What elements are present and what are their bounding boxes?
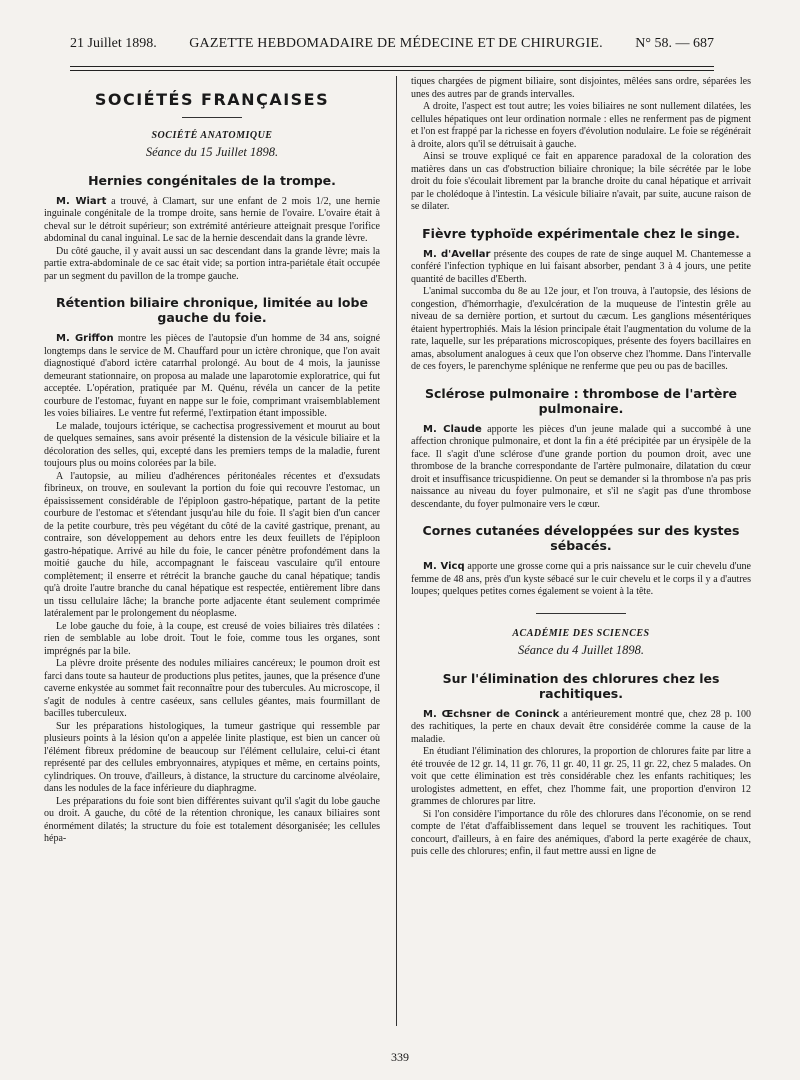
article-paragraph: M. Vicq apporte une grosse corne qui a pris naissance sur le cuir chevelu d'une femme de 48 ans, près d'un kyste sébacé sur le cuir chevelu et le corps il y a d'autres loupes; quelques petites cornes également se voient à la tête. (411, 561, 751, 597)
author-name: M. Vicq (423, 561, 465, 572)
article-title-sclerose: Sclérose pulmonaire : thrombose de l'artère pulmonaire. (425, 385, 737, 416)
seance-date: Séance du 15 Juillet 1898. (145, 145, 279, 159)
article-paragraph: M. Claude apporte les pièces d'un jeune malade qui a succombé à une affection chronique pulmonaire, et dont la fin a été précipitée par un érysipèle de la face. Il s'agit d'une sclérose d'une grande portion du poumon droit, avec une thrombose de la branche correspondante de l'artère pulmonaire, dilatation du cœur droit et insuffisance tricuspidienne. On peut se demander si la thrombose n'a pas pris naissance au niveau du foyer pulmonaire, et s'il ne s'agit pas d'une thrombose descendante, du foyer pulmonaire vers le cœur. (411, 423, 751, 510)
article-paragraph: Si l'on considère l'importance du rôle des chlorures dans l'économie, on se rend compte de l'état d'affaiblissement dans lequel se trouvent les rachitiques. Tout concourt, d'ailleurs, à en faire des anémiques, d'abord la perte exagérée de chaux, puis celle des chlorures; enfin, il faut mettre aussi en ligne de (411, 808, 751, 857)
article-paragraph: Les préparations du foie sont bien différentes suivant qu'il s'agit du lobe gauche ou droit. A gauche, du côté de la rétention chronique, les canaux biliaires sont énormément dilatés; la structure du foie est totalement désorganisée; les cellules hépa- (44, 795, 380, 844)
article-paragraph: Le lobe gauche du foie, à la coupe, est creusé de voies biliaires très dilatées : rien de semblable au lobe droit. Tout le foie, comme tous les organes, sont imprégnés par la bile. (44, 620, 380, 657)
section-separator (536, 613, 626, 614)
article-paragraph: L'animal succomba du 8e au 12e jour, et l'on trouva, à l'autopsie, des lésions de congestion, d'hémorrhagie, d'exulcération de la muqueuse de l'intestin grêle au niveau de sa dernière portion, et surtout du cæcum. Les ganglions mésentériques étaient hypertrophiés. Mais la lésion principale était l'augmentation du volume de la rate, laquelle, sur les préparations microscopiques, présente des foyers bacillaires en amas, absolument analogues à ceux que l'on observe chez l'homme. Dans l'intervalle de ces foyers, le parenchyme splénique ne renferme que peu ou pas de bacilles. (411, 286, 751, 372)
header-date: 21 Juillet 1898. (70, 36, 157, 51)
header-rule-bottom (70, 70, 714, 71)
author-name: M. Griffon (56, 333, 114, 344)
article-paragraph: Du côté gauche, il y avait aussi un sac descendant dans la grande lèvre; mais la partie extra-abdominale de ce sac était vide; sa portion intra-pariétale était occupée par un segment du pavillon de la trompe gauche. (44, 245, 380, 282)
article-title-retention: Rétention biliaire chronique, limitée au lobe gauche du foie. (56, 295, 368, 325)
header-issue-page: N° 58. — 687 (635, 36, 714, 51)
left-column (44, 76, 380, 1036)
section-title: SOCIÉTÉS FRANÇAISES (94, 90, 330, 109)
header-journal-title: GAZETTE HEBDOMADAIRE DE MÉDECINE ET DE CHIRURGIE. (189, 36, 603, 51)
author-name: M. Œchsner de Coninck (423, 708, 560, 720)
article-paragraph: A droite, l'aspect est tout autre; les voies biliaires ne sont nullement dilatées, les cellules hépatiques ont leur ordination normale : elles ne renferment pas de pigment et l'on est frappé par la richesse en foyers d'évolution nodulaire. Le foie se régénérait à droite, alors qu'il se détruisait à gauche. (411, 101, 751, 150)
section-rule (182, 117, 242, 118)
article-paragraph: Le malade, toujours ictérique, se cachectisa progressivement et mourut au bout de quelques semaines, sans avoir présenté la distension de la vésicule biliaire et la décoloration des selles, qui, excepté dans les premiers temps de la maladie, furent toujours plus ou moins colorées par la bile. (44, 420, 380, 469)
author-name: M. Claude (423, 423, 482, 435)
header-rule-top (70, 66, 714, 67)
article-paragraph: M. Wiart a trouvé, à Clamart, sur une enfant de 2 mois 1/2, une hernie inguinale congénitale de la trompe droite, sans hernie de l'ovaire. L'ovaire était à cheval sur le détroit supérieur; son extrémité antérieure atteignait presque l'orifice abdominal du canal inguinal. Le sac de la hernie descendait dans la grande lèvre. (44, 195, 380, 244)
seance-date: Séance du 4 Juillet 1898. (517, 643, 644, 657)
article-paragraph: En étudiant l'élimination des chlorures, la proportion de chlorures faite par litre a été trouvée de 12 gr. 14, 11 gr. 76, 11 gr. 40, 11 gr. 25, 11 gr. 22, chez 5 malades. On voit que cette élimination est très considérable chez les enfants rachitiques; les urologistes admettent, en effet, chez l'homme fait, une proportion d'environ 12 grammes de chlorures par litre. (411, 746, 751, 807)
article-paragraph: tiques chargées de pigment biliaire, sont disjointes, mêlées sans ordre, séparées les unes des autres par de grands intervalles. (411, 76, 751, 100)
running-header (70, 36, 714, 56)
column-divider (396, 76, 397, 1026)
article-paragraph: Sur les préparations histologiques, la tumeur gastrique qui ressemble par plusieurs points à la lésion qu'on a appelée linite plastique, est bien un cancer où l'élément fibreux prédomine de beaucoup sur l'élément cellulaire, celui-ci étant représenté par des cellules embryonnaires, atypiques et même, en certains points, cylindriques. On trouve, d'ailleurs, à distance, la structure du carcinome alvéolaire, dans les nodules de la face inférieure du diaphragme. (44, 720, 380, 794)
right-column (411, 76, 751, 1036)
article-paragraph: M. Griffon montre les pièces de l'autopsie d'un homme de 34 ans, soigné longtemps dans le service de M. Chauffard pour un ictère chronique, que l'on avait diagnostiqué d'abord ictère catarrhal prolongé. Au bout de 4 mois, la jaunisse demeurant stationnaire, on proposa au malade une laparotomie exploratrice, qui fut acceptée. L'opération, pratiquée par M. Quénu, révéla un cancer de la petite courbure de l'estomac, fuyant en nappe sur le foie, comprimant vraisemblablement les voies biliaires. Le ventre fut refermé, l'extirpation étant impossible. (44, 333, 380, 419)
author-name: M. d'Avellar (423, 248, 491, 260)
article-paragraph: M. Œchsner de Coninck a antérieurement montré que, chez 28 p. 100 des rachitiques, la perte en chaux devait être considérée comme la cause de la maladie. (411, 708, 751, 745)
article-paragraph: La plèvre droite présente des nodules miliaires cancéreux; le poumon droit est farci dans toute sa hauteur de productions plus petites, jaunes, que la présence d'une caverne enkystée au sommet fait reconnaître pour des tubercules. Au microscope, il s'agit de nodules à centre caséeux, sans cellules géantes, mais fourmillant de bacilles tuberculeux. (44, 658, 380, 719)
article-title-hernies: Hernies congénitales de la trompe. (88, 172, 336, 188)
society-name: ACADÉMIE DES SCIENCES (512, 627, 650, 639)
author-name: M. Wiart (56, 195, 107, 207)
article-title-fievre: Fièvre typhoïde expérimentale chez le singe. (422, 225, 740, 241)
article-title-cornes: Cornes cutanées développées sur des kystes sébacés. (422, 523, 740, 553)
society-name: SOCIÉTÉ ANATOMIQUE (151, 129, 273, 141)
article-title-chlorures: Sur l'élimination des chlorures chez les rachitiques. (442, 670, 720, 701)
article-paragraph: Ainsi se trouve expliqué ce fait en apparence paradoxal de la coloration des matières dans un cas d'obstruction biliaire chronique; la bile sécrétée par le lobe droit du foie s'écoulait librement par la branche droite du canal hépatique et arrivait par le cholédoque à l'intestin. La vésicule biliaire n'avait, par suite, aucune raison de se dilater. (411, 151, 751, 212)
article-paragraph: M. d'Avellar présente des coupes de rate de singe auquel M. Chantemesse a conféré l'infection typhique en lui faisant absorber, pendant 3 à 4 jours, une petite quantité de bacilles d'Eberth. (411, 248, 751, 285)
article-paragraph: A l'autopsie, au milieu d'adhérences péritonéales récentes et d'exsudats fibrineux, on trouve, en soulevant la portion du foie qui recouvre l'estomac, un épaississement considérable de l'épiploon gastro-hépatique, partant de la petite courbure de l'estomac et s'étendant jusqu'au hile du foie. Il s'agit bien d'un cancer de la petite courbure, très peu végétant du côté de la cavité gastrique, prenant, au contraire, son développement au dehors entre les deux feuillets de l'épiploon gastro-hépatique. Arrivé au hile du foie, le cancer pénètre profondément dans la moitié gauche du hile, accompagnant le faisceau vasculaire qu'il entoure complètement; il enserre et rétrécit la branche gauche du canal hépatique; tandis qu'à droite l'autre branche du canal hépatique est respectée, entièrement libre dans un tissu cellulaire lâche; la branche porte adjacente étant seulement comprimée latéralement par le prolongement du néoplasme. (44, 470, 380, 619)
page-number: 339 (391, 1050, 409, 1064)
